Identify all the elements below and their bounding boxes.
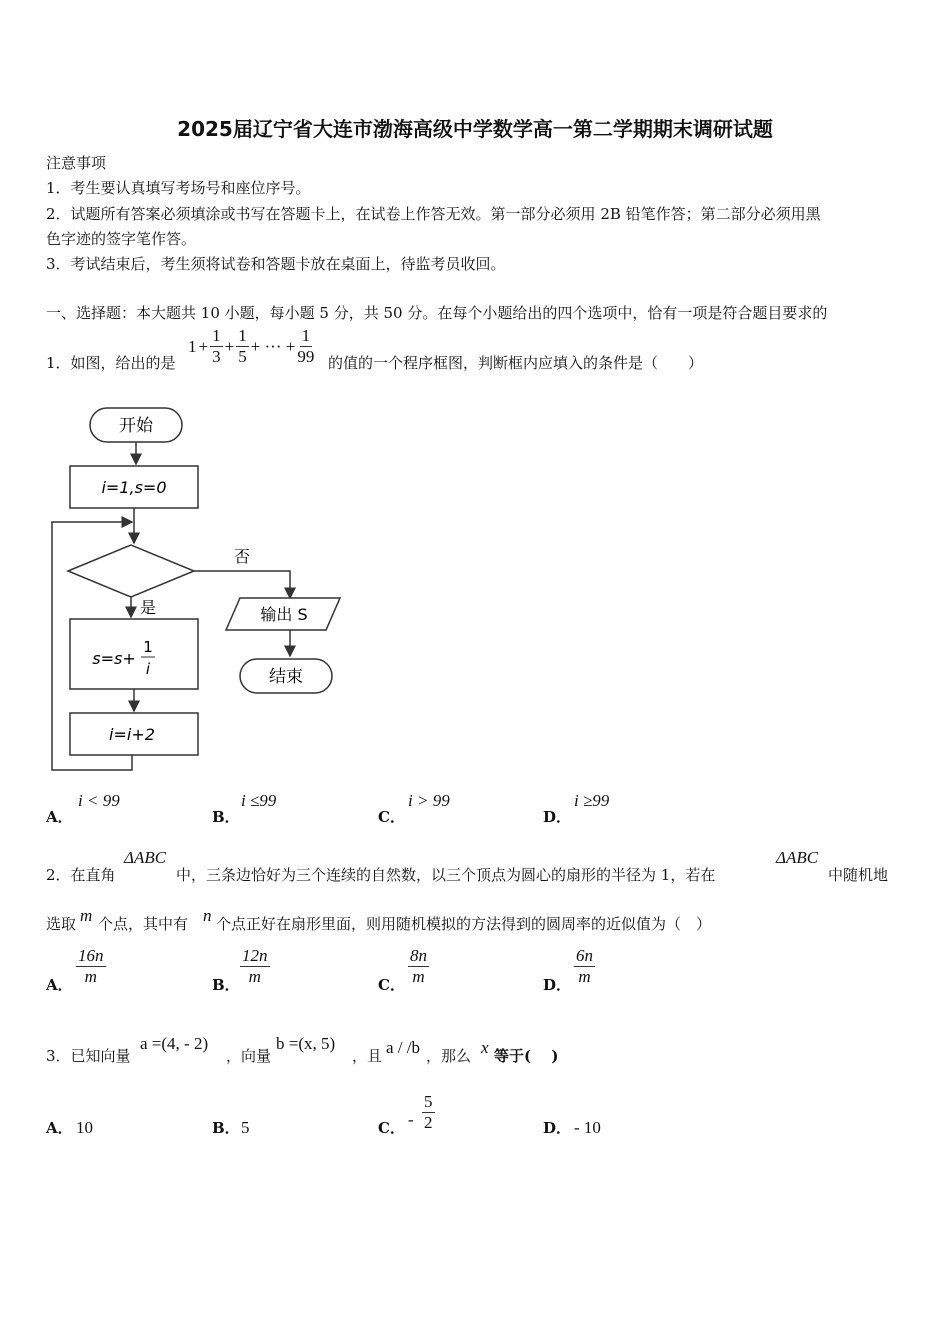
frac-num: 12n bbox=[242, 946, 268, 965]
frac-num: 8n bbox=[410, 946, 427, 965]
q2-text: 个点正好在扇形里面，则用随机模拟的方法得到的圆周率的近似值为（ ） bbox=[216, 915, 712, 933]
end-label: 结束 bbox=[269, 667, 303, 687]
option-value: i ≤99 bbox=[241, 791, 277, 810]
expr-fraction bbox=[297, 326, 314, 367]
expr-dots: + ··· + bbox=[250, 336, 296, 356]
q2-text: 中随机地 bbox=[828, 866, 889, 884]
q3-vector-b: b =(x, 5) bbox=[276, 1034, 336, 1053]
flow-arrow bbox=[194, 571, 290, 598]
expr-fraction bbox=[236, 326, 249, 367]
notice-item: 3．考试结束后，考生须将试卷和答题卡放在桌面上，待监考员收回。 bbox=[46, 255, 506, 273]
section-heading: 一、选择题：本大题共 10 小题，每小题 5 分，共 50 分。在每个小题给出的四个选项中，恰有一项是符合题目要求的 bbox=[46, 304, 828, 322]
frac-num: 6n bbox=[576, 946, 593, 965]
option-value: 5 bbox=[241, 1118, 250, 1137]
update-s-num: 1 bbox=[143, 638, 153, 656]
decision-node bbox=[68, 545, 194, 597]
frac-den: 2 bbox=[424, 1113, 433, 1132]
notice-item: 1．考生要认真填写考场号和座位序号。 bbox=[46, 179, 311, 197]
option-sign: - bbox=[408, 1110, 414, 1129]
option-value: i ≥99 bbox=[574, 791, 610, 810]
start-label: 开始 bbox=[119, 416, 153, 436]
option-letter: D． bbox=[543, 976, 572, 994]
q1-prefix: 1．如图，给出的是 bbox=[46, 354, 176, 372]
update-s-label: s=s+ bbox=[92, 649, 136, 668]
frac-den: 3 bbox=[212, 347, 221, 366]
q2-triangle: ΔABC bbox=[124, 848, 167, 867]
update-s-den: i bbox=[145, 660, 151, 678]
option-value: 10 bbox=[76, 1118, 93, 1137]
q3-vector-a: a =(4, - 2) bbox=[140, 1034, 209, 1053]
option-letter: B． bbox=[212, 976, 240, 994]
frac-den: m bbox=[248, 967, 261, 986]
option-value: i < 99 bbox=[78, 791, 120, 810]
option-fraction bbox=[76, 946, 106, 987]
notice-item: 2．试题所有答案必须填涂或书写在答题卡上，在试卷上作答无效。第一部分必须用 2B 铅笔作答；第二部分必须用黑 bbox=[46, 205, 821, 223]
output-label: 输出 S bbox=[260, 605, 308, 624]
option-value: i > 99 bbox=[408, 791, 450, 810]
q3-text: 3．已知向量 bbox=[46, 1047, 131, 1065]
q2-text: 2．在直角 bbox=[46, 866, 116, 884]
q3-parallel: a / /b bbox=[386, 1038, 420, 1057]
expr-fraction bbox=[210, 326, 223, 367]
q3-text: ，向量 bbox=[226, 1047, 272, 1065]
option-fraction bbox=[422, 1092, 435, 1133]
expr-plus: + bbox=[198, 336, 209, 356]
frac-num: 5 bbox=[424, 1092, 433, 1111]
notice-item: 色字迹的签字笔作答。 bbox=[46, 230, 197, 248]
q3-var-x: x bbox=[481, 1038, 489, 1057]
option-value: - 10 bbox=[574, 1118, 601, 1137]
q3-text: 等于( ) bbox=[494, 1047, 559, 1065]
option-letter: B． bbox=[212, 1119, 240, 1137]
frac-num: 1 bbox=[301, 326, 311, 345]
q3-text: ，且 bbox=[352, 1047, 383, 1065]
frac-num: 16n bbox=[78, 946, 104, 965]
option-letter: A． bbox=[46, 808, 73, 826]
option-fraction bbox=[240, 946, 270, 987]
q1-suffix: 的值的一个程序框图，判断框内应填入的条件是（ ） bbox=[328, 354, 704, 372]
option-letter: D． bbox=[543, 808, 572, 826]
frac-num: 1 bbox=[212, 326, 221, 345]
option-letter: D． bbox=[543, 1119, 572, 1137]
flowchart bbox=[44, 400, 344, 775]
q2-var-m: m bbox=[80, 906, 93, 925]
yes-label: 是 bbox=[139, 598, 157, 617]
update-i-label: i=i+2 bbox=[109, 725, 155, 744]
option-letter: B． bbox=[212, 808, 240, 826]
option-letter: A． bbox=[46, 1119, 73, 1137]
frac-num: 1 bbox=[238, 326, 247, 345]
no-label: 否 bbox=[233, 547, 251, 566]
frac-den: m bbox=[578, 967, 591, 986]
q3-text: ，那么 bbox=[426, 1047, 472, 1065]
page-title: 2025届辽宁省大连市渤海高级中学数学高一第二学期期末调研试题 bbox=[177, 117, 773, 141]
q2-triangle: ΔABC bbox=[776, 848, 819, 867]
frac-den: m bbox=[84, 967, 97, 986]
option-fraction bbox=[408, 946, 429, 987]
q2-text: 个点，其中有 bbox=[98, 915, 189, 933]
frac-den: m bbox=[412, 967, 425, 986]
q1-expression bbox=[188, 326, 314, 367]
q2-text: 中，三条边恰好为三个连续的自然数，以三个顶点为圆心的扇形的半径为 1，若在 bbox=[176, 866, 716, 884]
expr-plus: + bbox=[224, 336, 235, 356]
init-label: i=1,s=0 bbox=[101, 478, 167, 497]
expr-term: 1 bbox=[188, 336, 197, 356]
notice-heading: 注意事项 bbox=[46, 154, 107, 172]
option-letter: C． bbox=[378, 1119, 405, 1137]
option-fraction bbox=[574, 946, 595, 987]
option-letter: C． bbox=[378, 808, 405, 826]
option-letter: A． bbox=[46, 976, 73, 994]
frac-den: 5 bbox=[238, 347, 247, 366]
option-letter: C． bbox=[378, 976, 405, 994]
q2-var-n: n bbox=[203, 906, 212, 925]
frac-den: 99 bbox=[297, 347, 315, 366]
q2-text: 选取 bbox=[46, 915, 77, 933]
